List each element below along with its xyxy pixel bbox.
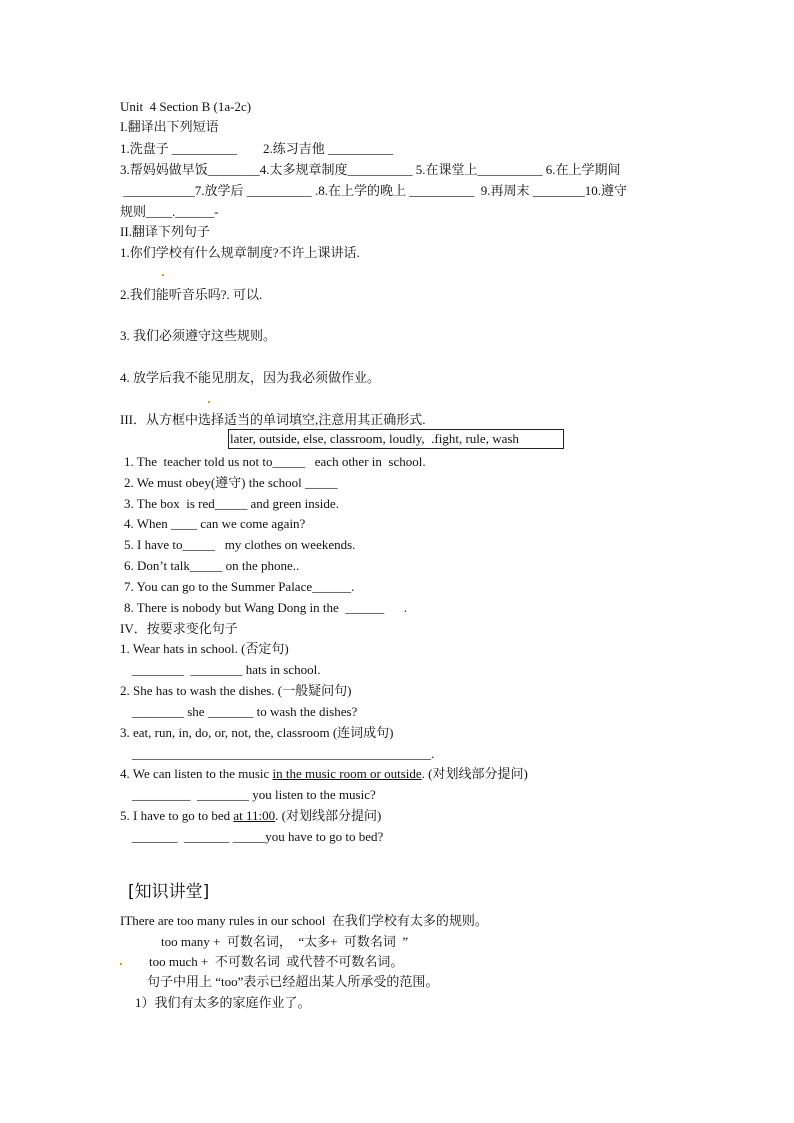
word-box: later, outside, else, classroom, loudly, .fight, rule, wash bbox=[228, 429, 564, 449]
translate-item: 2.我们能听音乐吗?. 可以. bbox=[120, 287, 263, 302]
answer-blank-line: _______ _______ _____you have to go to bed? bbox=[132, 829, 384, 844]
transform-question bbox=[120, 807, 381, 825]
phrase-line: 规则____.______- bbox=[120, 204, 219, 219]
answer-blank-line: ______________________________________________. bbox=[132, 746, 435, 761]
question-note: . (对划线部分提问) bbox=[275, 808, 382, 823]
knowledge-line: too many + 可数名词， “太多+ 可数名词 ” bbox=[161, 934, 409, 949]
knowledge-heading: [知识讲堂] bbox=[128, 882, 210, 902]
translate-item: 1.你们学校有什么规章制度?不许上课讲话. bbox=[120, 245, 360, 260]
stray-mark bbox=[208, 401, 210, 403]
phrase-line: 3.帮妈妈做早饭________4.太多规章制度__________ 5.在课堂上__________ 6.在上学期间 bbox=[120, 162, 621, 177]
fill-item: 4. When ____ can we come again? bbox=[124, 516, 306, 531]
fill-item: 1. The teacher told us not to_____ each other in school. bbox=[124, 454, 426, 469]
knowledge-line: IThere are too many rules in our school 在我们学校有太多的规则。 bbox=[120, 913, 488, 928]
knowledge-line: 句子中用上 “too”表示已经超出某人所承受的范围。 bbox=[147, 974, 439, 989]
transform-question: 2. She has to wash the dishes. (一般疑问句) bbox=[120, 683, 352, 698]
fill-item: 5. I have to_____ my clothes on weekends. bbox=[124, 537, 356, 552]
answer-blank-line: ________ she _______ to wash the dishes? bbox=[132, 704, 358, 719]
fill-item: 7. You can go to the Summer Palace______. bbox=[124, 579, 355, 594]
transform-question: 3. eat, run, in, do, or, not, the, classroom (连词成句) bbox=[120, 725, 394, 740]
question-text: 5. I have to go to bed bbox=[120, 808, 234, 823]
knowledge-line: 1）我们有太多的家庭作业了。 bbox=[135, 995, 311, 1010]
fill-item: 8. There is nobody but Wang Dong in the ______ . bbox=[124, 600, 408, 615]
phrase-line: ___________7.放学后 __________ .8.在上学的晚上 __________ 9.再周末 ________10.遵守 bbox=[120, 183, 628, 198]
transform-question: 1. Wear hats in school. (否定句) bbox=[120, 641, 289, 656]
section-1-heading: I.翻译出下列短语 bbox=[120, 119, 219, 134]
answer-blank-line: _________ ________ you listen to the music? bbox=[132, 787, 376, 802]
section-4-heading: IV．按要求变化句子 bbox=[120, 621, 238, 636]
translate-item: 4. 放学后我不能见朋友，因为我必须做作业。 bbox=[120, 370, 381, 385]
question-note: . (对划线部分提问) bbox=[421, 766, 528, 781]
fill-item: 3. The box is red_____ and green inside. bbox=[124, 496, 339, 511]
stray-mark bbox=[162, 274, 164, 276]
page-title: Unit 4 Section B (1a-2c) bbox=[120, 99, 252, 114]
translate-item: 3. 我们必须遵守这些规则。 bbox=[120, 328, 277, 343]
answer-blank-line: ________ ________ hats in school. bbox=[132, 662, 321, 677]
section-3-heading: III．从方框中选择适当的单词填空,注意用其正确形式. bbox=[120, 412, 426, 427]
phrase-line: 1.洗盘子 __________ 2.练习吉他 __________ bbox=[120, 141, 394, 156]
underlined-phrase: at 11:00 bbox=[233, 808, 276, 823]
stray-mark bbox=[120, 963, 122, 965]
underlined-phrase: in the music room or outside bbox=[272, 766, 422, 781]
fill-item: 2. We must obey(遵守) the school _____ bbox=[124, 475, 338, 490]
question-text: 4. We can listen to the music bbox=[120, 766, 273, 781]
transform-question bbox=[120, 765, 528, 783]
section-2-heading: II.翻译下列句子 bbox=[120, 224, 210, 239]
fill-item: 6. Don’t talk_____ on the phone.. bbox=[124, 558, 300, 573]
knowledge-line: too much + 不可数名词 或代替不可数名词。 bbox=[149, 954, 404, 969]
